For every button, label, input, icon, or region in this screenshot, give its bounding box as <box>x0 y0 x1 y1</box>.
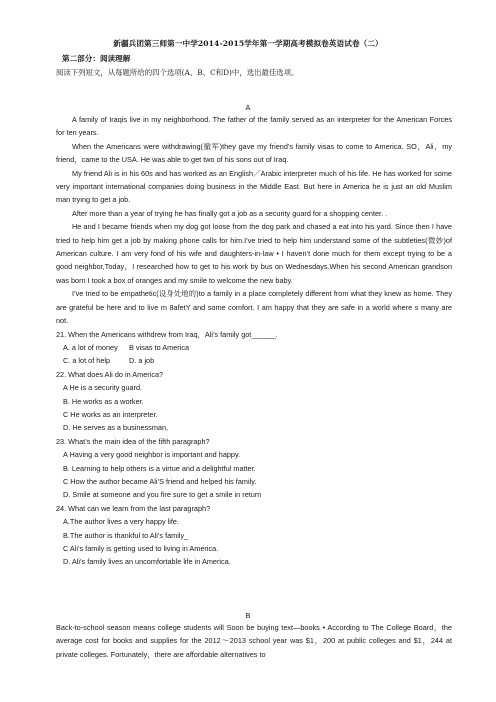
question-23 <box>56 435 452 502</box>
passage-a-paragraph-5: He and I became friends when my dog got loose from the dog park and chased a eat into his yard. Since then I have tried to help him get a job by making phone calls for him.I’ve tried to help him understand some of the subtleties(微妙)of American culture. I am very fond of his wife and daughters-in-law • I haven’t done much for them except trying to be a good neighbor,Today，I researched how to get to his work by bus on Wednesdays.When his second American grandson was born I took a box of oranges and my smile to welcome the new baby. <box>56 222 452 285</box>
question-21 <box>56 328 452 368</box>
option-a: A. a lot of money <box>63 342 118 352</box>
passage-b-letter: B <box>245 611 251 620</box>
option-d: D. He serves as a businessman, <box>63 423 169 433</box>
option-a: A.The author lives a very happy life. <box>63 517 179 527</box>
option-c: C How the author became Ali’S friend and helped his family. <box>63 476 257 486</box>
option-d: D. Ali’s family lives an uncomfortable life in America. <box>63 557 231 567</box>
option-c: C Ali’s family is getting used to living in America. <box>63 544 219 553</box>
option-c: C. a lot of help <box>63 356 111 366</box>
option-d: D. a job <box>129 356 155 366</box>
passage-a-paragraph-6: I’ve tried to be empathetic(设身处地的)to a family in a place completely different from what they knew as home. They are grateful be here and to live m 8afetY and some comfort. I am happy that they are safe in a world where s many are not. <box>56 289 452 326</box>
option-b: B. He works as a worker. <box>63 396 144 406</box>
question-22 <box>56 368 452 435</box>
question-24 <box>56 502 452 569</box>
options-row <box>56 341 452 354</box>
instructions: 阅读下列短文，从每题所给的四个选项(A、B、C和D)中，选出最佳选项。 <box>56 68 299 77</box>
passage-a-paragraph-1: A family of Iraqis live in my neighborhood. The father of the family served as an interpreter for the American Forces for ten years. <box>56 115 452 138</box>
passage-b <box>56 621 452 661</box>
passage-a <box>56 113 452 569</box>
option-a: A He is a security guard. <box>63 383 143 393</box>
passage-a-letter: A <box>245 103 251 112</box>
option-c: C He works as an interpreter. <box>63 409 158 419</box>
question-stem: 22. What does Ali do in America? <box>56 369 164 379</box>
passage-a-paragraph-3: My friend Ali is in his 60s and has worked as an English／Arabic interpreter much of his life. He has worked for some very important international companies doing business in the Middle East. But here in America he is just an old Muslim man trying to get a job. <box>56 168 452 205</box>
part-heading: 第二部分：阅读理解 <box>62 54 131 63</box>
option-b: B.The author is thankful to Ali’s family_ <box>63 530 189 540</box>
passage-a-paragraph-2: When the Americans were withdrawing(撤军)they gave my friend’s family visas to come to America. SO，Ali，my friend，came to the USA. He was able to get two of his sons out of Iraq. <box>56 141 452 165</box>
question-stem: 24. What can we learn from the last paragraph? <box>56 503 211 513</box>
option-b: B visas to America <box>129 342 190 352</box>
exam-title: 新疆兵团第三师第一中学2014-2015学年第一学期高考模拟卷英语试卷（二） <box>113 39 383 48</box>
option-b: B. Learning to help others is a virtue and a delightful matter. <box>63 463 256 473</box>
option-a: A Having a very good neighbor is important and happy. <box>63 450 241 460</box>
option-d: D. Smile at someone and you fire sure to get a smile in return <box>63 490 262 500</box>
passage-a-paragraph-4: After more than a year of trying he has finally got a job as a security guard for a shopping center. . <box>72 208 388 218</box>
passage-b-paragraph-1: Back-to-school season means college students will Soon be buying text—books • According to The College Board，the average cost for books and supplies for the 2012～2013 school year was $1，200 at public colleges and $1，244 at private colleges. Fortunately，there are affordable alternatives to <box>56 623 452 659</box>
question-stem: 21. When the Americans withdrew from Iraq，Ali’s family got______. <box>56 329 278 339</box>
question-stem: 23. What’s the main idea of the fifth paragraph? <box>56 436 210 446</box>
options-row <box>56 354 452 367</box>
